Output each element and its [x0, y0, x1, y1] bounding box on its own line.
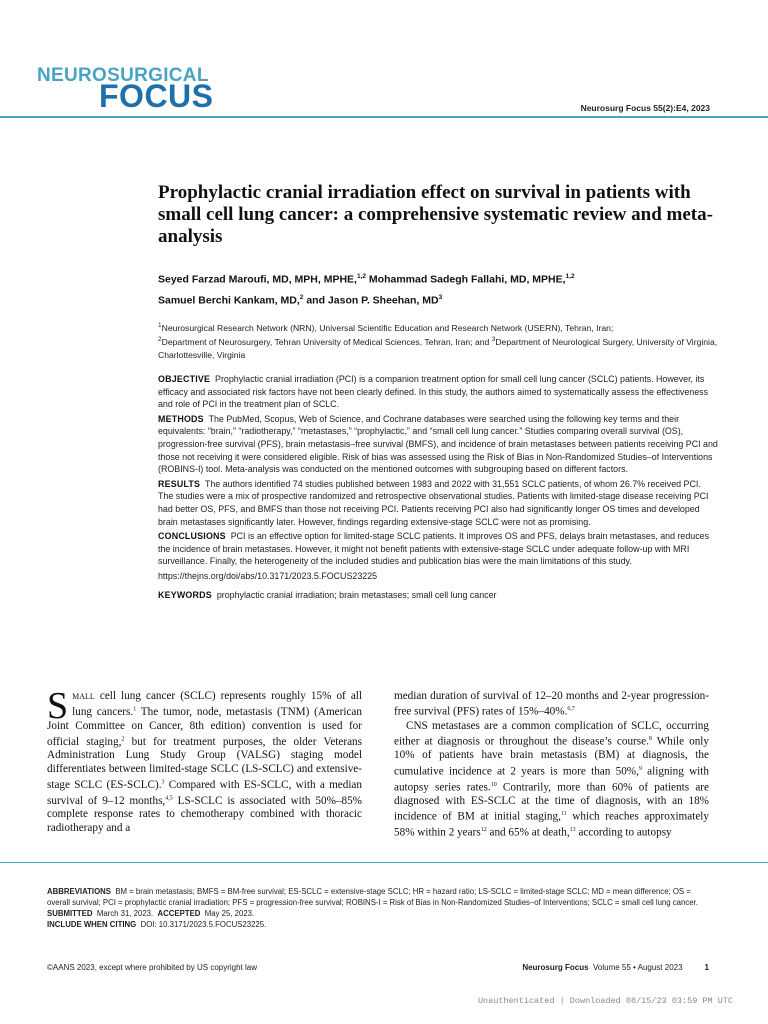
- abbreviations: [47, 886, 715, 908]
- body-text: according to autopsy: [575, 827, 672, 840]
- citation-reference[interactable]: 3: [161, 778, 165, 785]
- header-divider: [0, 116, 768, 118]
- abstract-results-text: The authors identified 74 studies published between 1983 and 2022 with 31,551 SCLC patients, of whom 26.7% received PCI. The studies were a mix of prospective randomized and retrospective observational studies. Patients with limited-stage disease receiving PCI had better OS, PFS, and BMFS than those not receiving PCI. Patients receiving PCI also had significantly longer OS times and developed brain metastases significantly later. However, findings regarding extensive-stage SCLC were not as promising.: [158, 478, 709, 527]
- author-affiliation-mark: 2: [299, 293, 304, 301]
- author-list: [158, 268, 718, 309]
- citation-reference[interactable]: 1: [133, 706, 137, 713]
- citing-label: INCLUDE WHEN CITING: [47, 920, 137, 929]
- abstract-results-label: RESULTS: [158, 478, 201, 489]
- citation-reference[interactable]: 11: [560, 811, 567, 818]
- citation-reference[interactable]: 13: [569, 827, 576, 834]
- affiliations: [158, 320, 718, 361]
- author-name: and Jason P. Sheehan, MD: [303, 294, 439, 306]
- citation-reference[interactable]: 12: [480, 827, 487, 834]
- citing-doi: DOI: 10.3171/2023.5.FOCUS23225.: [140, 920, 267, 929]
- abstract: [158, 373, 718, 603]
- author-name: Seyed Farzad Maroufi, MD, MPH, MPHE,: [158, 273, 357, 286]
- citation-doi: [47, 919, 715, 930]
- abbreviations-text: BM = brain metastasis; BMFS = BM-free survival; ES-SCLC = extensive-stage SCLC; HR = hazard ratio; LS-SCLC = limited-stage SCLC; MD = mean difference; OS = overall survival; PCI = prophylactic cranial irradiation; PFS = progression-free survival; ROBINS-I = Risk of Bias in Non-Randomized Studies–of Interventions; SCLC = small cell lung cancer.: [47, 887, 698, 907]
- footer-journal-issue: Volume 55 • August 2023: [593, 963, 683, 972]
- citation-reference[interactable]: 6,7: [567, 706, 575, 713]
- body-text: but for treatment purposes, the older Veterans Administration Lung Study Group (VALSG) staging model differentiates between limited-stage SCLC (LS-SCLC) and extensive-stage SCLC (ES-SCLC).: [47, 735, 362, 791]
- citation-reference[interactable]: 4,5: [165, 795, 173, 802]
- author-name: Mohammad Sadegh Fallahi, MD, MPHE,: [366, 273, 566, 286]
- submitted-date: March 31, 2023.: [96, 909, 154, 918]
- body-text: Compared with ES-SCLC, with a median survival of 9–12 months,: [47, 778, 362, 807]
- body-paragraph: [47, 685, 362, 835]
- abstract-methods-label: METHODS: [158, 413, 204, 424]
- citation-reference[interactable]: 9: [638, 765, 642, 772]
- accepted-date: May 25, 2023.: [204, 909, 255, 918]
- body-text: median duration of survival of 12–20 months and 2-year progression-free survival (PFS) rates of 15%–40%.: [394, 690, 709, 719]
- citation-reference[interactable]: 10: [490, 781, 497, 788]
- affiliation-text: Neurosurgical Research Network (NRN), Universal Scientific Education and Research Network (USERN), Tehran, Iran;: [161, 322, 614, 333]
- citation-reference[interactable]: 2: [121, 735, 125, 742]
- abstract-objective-text: Prophylactic cranial irradiation (PCI) is a companion treatment option for small cell lung cancer (SCLC) patients. However, its efficacy and associated risk factors have not been clearly defined. In this study, the authors aimed to systematically assess the effectiveness and role of PCI in the treatment plan of SCLC.: [158, 374, 709, 410]
- abstract-objective: [158, 373, 718, 411]
- affiliation-text: Department of Neurosurgery, Tehran University of Medical Sciences, Tehran, Iran; and: [161, 337, 492, 348]
- submitted-label: SUBMITTED: [47, 909, 93, 918]
- author-affiliation-mark: 1,2: [356, 273, 366, 280]
- author-affiliation-mark: 1,2: [565, 273, 575, 280]
- body-text: which reaches approximately 58% within 2 years: [394, 810, 709, 840]
- body-text: and 65% at death,: [486, 827, 570, 840]
- journal-logo-top: NEUROSURGICAL: [37, 65, 209, 86]
- body-text-runs: [47, 685, 362, 834]
- keywords: [158, 589, 718, 602]
- copyright-notice: ©AANS 2023, except where prohibited by US copyright law: [47, 963, 258, 972]
- journal-logo-bottom: FOCUS: [99, 78, 214, 114]
- body-paragraph: [394, 690, 709, 720]
- body-text: cell lung cancer (SCLC) represents roughly 15% of all lung cancers.: [72, 690, 362, 719]
- download-stamp: Unauthenticated | Downloaded 08/15/23 03:59 PM UTC: [477, 996, 733, 1006]
- doi-link[interactable]: https://thejns.org/doi/abs/10.3171/2023.5.FOCUS23225: [158, 570, 378, 581]
- body-text: LS-SCLC is associated with 50%–85% complete response rates to chemotherapy combined with thoracic radiotherapy and a: [47, 794, 362, 834]
- affiliation-mark: 2: [158, 336, 162, 344]
- accepted-label: ACCEPTED: [157, 909, 201, 918]
- abstract-conclusions-label: CONCLUSIONS: [158, 531, 226, 542]
- body-column-right: [394, 690, 709, 840]
- body-column-left: [47, 685, 362, 835]
- abstract-results: [158, 478, 718, 528]
- abstract-conclusions-text: PCI is an effective option for limited-stage SCLC patients. It improves OS and PFS, delays brain metastases, and reduces the incidence of brain metastases. However, it might not benefit patients with extensive-stage SCLC under adequate follow-up with MRI surveillance. Finally, the heterogeneity of the included studies and publication bias were the main limitations of this study.: [158, 531, 710, 567]
- citation-reference[interactable]: 8: [648, 735, 652, 742]
- body-text: aligning with autopsy series rates.: [394, 765, 709, 794]
- page-number: 1: [704, 963, 709, 972]
- affiliation-mark: 1: [158, 322, 162, 329]
- footnotes: [47, 886, 715, 930]
- body-text: Contrarily, more than 60% of patients are diagnosed with ES-SCLC at the time of diagnosis, with an 18% incidence of BM at initial staging,: [394, 781, 709, 823]
- author-affiliation-mark: 3: [438, 293, 443, 301]
- affiliation-mark: 3: [491, 336, 496, 344]
- article-title: Prophylactic cranial irradiation effect on survival in patients with small cell lung cancer: a comprehensive systematic review and meta-analysis: [158, 182, 713, 247]
- smallcaps-word: mall: [72, 690, 95, 702]
- abstract-methods: [158, 413, 718, 476]
- submission-dates: [47, 908, 715, 919]
- body-text: The tumor, node, metastasis (TNM) (American Joint Committee on Cancer, 8th edition) convention is used for official staging,: [47, 706, 362, 748]
- affiliation-text: Department of Neurological Surgery, University of Virginia, Charlottesville, Virginia: [158, 337, 718, 360]
- abstract-objective-label: OBJECTIVE: [158, 374, 211, 384]
- abstract-methods-text: The PubMed, Scopus, Web of Science, and Cochrane databases were searched using the following key terms and their equivalents: “brain,” “radiotherapy,” “metastases,” “prophylactic,” and “small cell lung cancer.” Studies comparing overall survival (OS), progression-free survival (PFS), brain metastasis–free survival (BMFS), and incidence of brain metastases between patients receiving PCI and those not receiving it were considered eligible. Risk of bias was assessed using the Risk of Bias in Non-Randomized Studies–of Interventions (ROBINS-I) tool. Meta-analysis was conducted on the mentioned outcomes with subgrouping based on different factors.: [158, 413, 718, 475]
- body-text: CNS metastases are a common complication of SCLC, occurring either at diagnosis or throughout the disease’s course.: [394, 719, 709, 748]
- abstract-conclusions: [158, 530, 718, 568]
- keywords-label: KEYWORDS: [158, 589, 212, 600]
- body-paragraph: [394, 720, 709, 841]
- author-name: Samuel Berchi Kankam, MD,: [158, 294, 300, 306]
- body-text: While only 10% of patients have brain metastasis (BM) at diagnosis, the cumulative incidence at 2 years is more than 50%,: [394, 735, 709, 778]
- keywords-text: prophylactic cranial irradiation; brain metastases; small cell lung cancer: [216, 589, 497, 600]
- header-citation: Neurosurg Focus 55(2):E4, 2023: [580, 103, 710, 113]
- abbreviations-label: ABBREVIATIONS: [47, 887, 111, 896]
- footnote-divider: [0, 862, 768, 863]
- footer-journal-info: [522, 963, 709, 972]
- drop-cap: S: [47, 685, 69, 727]
- footer-journal-name: Neurosurg Focus: [522, 963, 589, 972]
